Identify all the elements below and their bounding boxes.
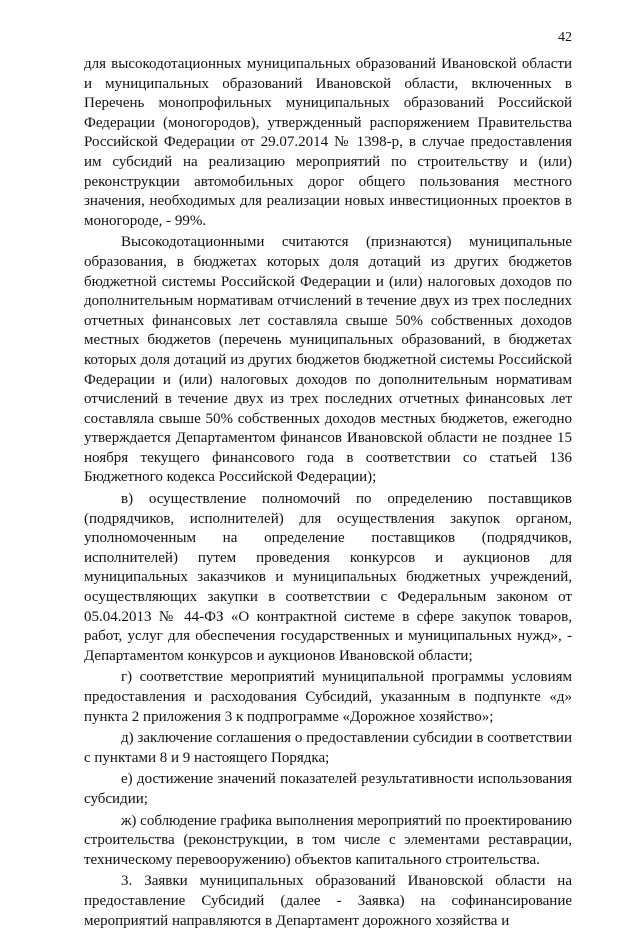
paragraph-definition: Высокодотационными считаются (признаются) муниципальные образования, в бюджетах которых доля дотаций из других бюджетов бюджетной системы Российской Федерации и (или) налоговых доходов по дополнительным нормативам отчислений в течение двух из трех последних отчетных финансовых лет составляла свыше 50% собственных доходов местных бюджетов (перечень муниципальных образований, в бюджетах которых доля дотаций из других бюджетов бюджетной системы Российской Федерации и (или) налоговых доходов по дополнительным нормативам отчислений в течение двух из трех последних отчетных финансовых лет составляла свыше 50% собственных доходов местных бюджетов, ежегодно утверждается Департаментом финансов Ивановской области не позднее 15 ноября текущего финансового года в соответствии со статьей 136 Бюджетного кодекса Российской Федерации); — [84, 234, 572, 486]
paragraph-item-v: в) осуществление полномочий по определению поставщиков (подрядчиков, исполнителей) для осуществления закупок органом, уполномоченным на определение поставщиков (подрядчиков, исполнителей) путем проведения конкурсов и аукционов для муниципальных заказчиков и муниципальных бюджетных учреждений, осуществляющих закупки в соответствии с Федеральным законом от 05.04.2013 № 44-ФЗ «О контрактной системе в сфере закупок товаров, работ, услуг для обеспечения государственных и муниципальных нужд», - Департаментом конкурсов и аукционов Ивановской области; — [84, 491, 572, 664]
page-number: 42 — [558, 30, 572, 45]
document-body — [84, 55, 572, 933]
paragraph-item-d: д) заключение соглашения о предоставлении субсидии в соответствии с пунктами 8 и 9 настоящего Порядка; — [84, 730, 572, 766]
paragraph-section-3: 3. Заявки муниципальных образований Ивановской области на предоставление Субсидий (далее - Заявка) на софинансирование мероприятий направляются в Департамент дорожного хозяйства и — [84, 873, 572, 929]
paragraph-item-g: г) соответствие мероприятий муниципальной программы условиям предоставления и расходования Субсидий, указанным в подпункте «д» пункта 2 приложения 3 к подпрограмме «Дорожное хозяйство»; — [84, 669, 572, 725]
paragraph-item-zh: ж) соблюдение графика выполнения мероприятий по проектированию строительства (реконструкции, в том числе с элементами реставрации, техническому перевооружению) объектов капитального строительства. — [84, 812, 572, 868]
paragraph-continuation: для высокодотационных муниципальных образований Ивановской области и муниципальных образований Ивановской области, включенных в Перечень монопрофильных муниципальных образований Российской Федерации (моногородов), утвержденный распоряжением Правительства Российской Федерации от 29.07.2014 № 1398-р, в случае предоставления им субсидий на реализацию мероприятий по строительству и (или) реконструкции автомобильных дорог общего пользования местного значения, необходимых для реализации новых инвестиционных проектов в моногороде, - 99%. — [84, 56, 572, 229]
paragraph-item-e: е) достижение значений показателей результативности использования субсидии; — [84, 771, 572, 807]
